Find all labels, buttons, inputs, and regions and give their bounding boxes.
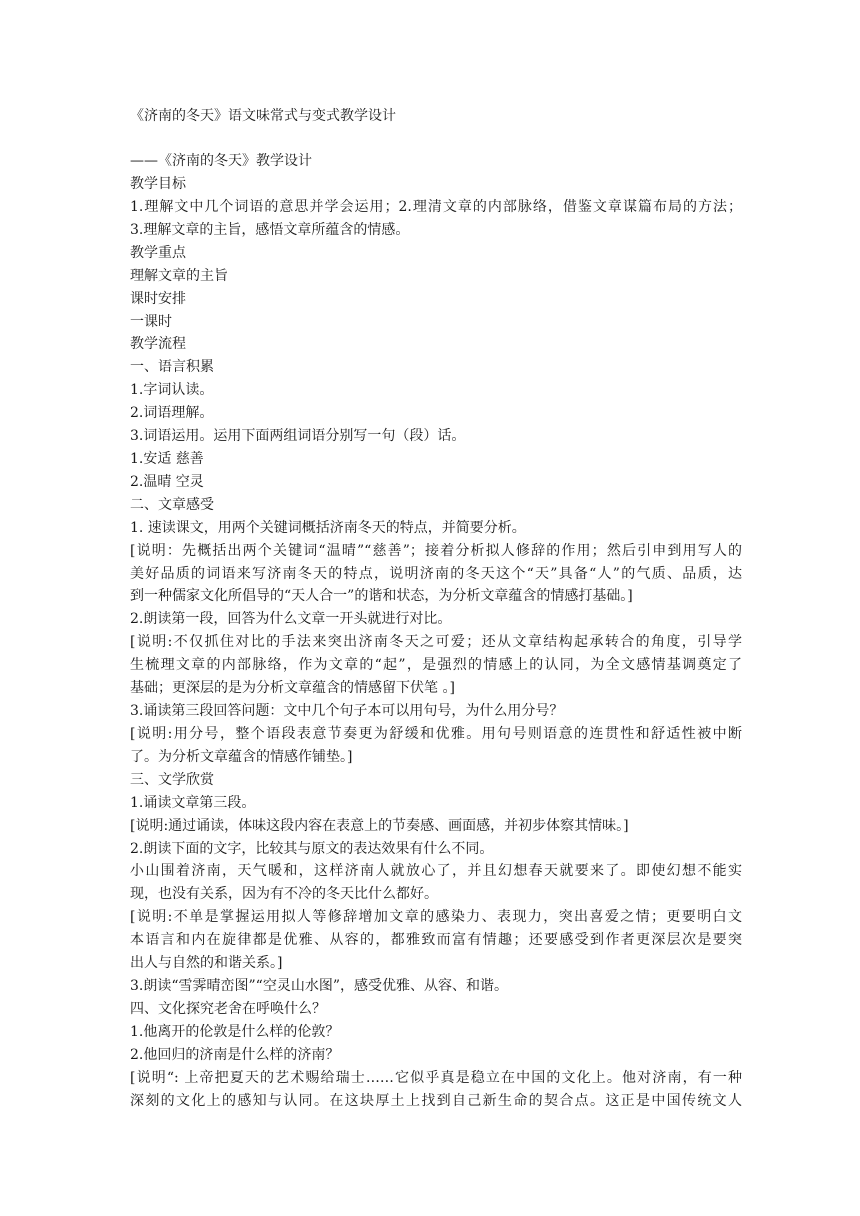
heading-process: 教学流程 bbox=[130, 336, 186, 352]
paragraph-line: 了。为分析文章蕴含的情感作铺垫。] bbox=[130, 749, 353, 765]
section-heading: 二、文章感受 bbox=[130, 497, 214, 513]
paragraph-line: [说明:不仅抓住对比的手法来突出济南冬天之可爱；还从文章结构起承转合的角度，引导学 bbox=[130, 634, 742, 650]
paragraph-line: 理解文章的主旨 bbox=[130, 268, 228, 284]
paragraph-line: [说明“: 上帝把夏天的艺术赐给瑞士……它似乎真是稳立在中国的文化上。他对济南，有一种 bbox=[130, 1070, 742, 1086]
section-heading: 四、文化探究老舍在呼唤什么？ bbox=[130, 1001, 326, 1017]
section-heading: 一、语言积累 bbox=[130, 359, 214, 375]
heading-schedule: 课时安排 bbox=[130, 291, 186, 307]
paragraph-line: 1.他离开的伦敦是什么样的伦敦？ bbox=[130, 1024, 340, 1040]
paragraph-line: 本语言和内在旋律都是优雅、从容的，都雅致而富有情趣；还要感受到作者更深层次是要突 bbox=[130, 932, 742, 948]
paragraph-line: 一课时 bbox=[130, 314, 172, 330]
paragraph-line: 2.他回归的济南是什么样的济南？ bbox=[130, 1047, 340, 1063]
paragraph-line: 1.理解文中几个词语的意思并学会运用；2.理清文章的内部脉络，借鉴文章谋篇布局的方法； bbox=[130, 199, 742, 215]
paragraph-line: 2.朗读下面的文字，比较其与原文的表达效果有什么不同。 bbox=[130, 841, 494, 857]
paragraph-line: 2.词语理解。 bbox=[130, 405, 214, 421]
heading-objectives: 教学目标 bbox=[130, 176, 186, 192]
paragraph-line: 到一种儒家文化所倡导的“天人合一”的谐和状态，为分析文章蕴含的情感打基础。] bbox=[130, 588, 633, 604]
paragraph-line: 深刻的文化上的感知与认同。在这块厚土上找到自己新生命的契合点。这正是中国传统文人 bbox=[130, 1093, 742, 1109]
heading-key-point: 教学重点 bbox=[130, 245, 186, 261]
paragraph-line: 3.朗读“雪霁晴峦图”“空灵山水图”，感受优雅、从容、和谐。 bbox=[130, 978, 508, 994]
paragraph-line: 3.理解文章的主旨，感悟文章所蕴含的情感。 bbox=[130, 222, 410, 238]
paragraph-line: 美好品质的词语来写济南冬天的特点，说明济南的冬天这个“天”具备“人”的气质、品质，达 bbox=[130, 566, 742, 582]
document-title: 《济南的冬天》语文味常式与变式教学设计 bbox=[130, 108, 396, 124]
paragraph-line: 1. 速读课文，用两个关键词概括济南冬天的特点，并简要分析。 bbox=[130, 520, 526, 536]
paragraph-line: 1.诵读文章第三段。 bbox=[130, 795, 256, 811]
paragraph-line: 2.朗读第一段，回答为什么文章一开头就进行对比。 bbox=[130, 611, 452, 627]
paragraph-line: [说明:通过诵读，体味这段内容在表意上的节奏感、画面感，并初步体察其情味。] bbox=[130, 818, 629, 834]
paragraph-line: 1.安适 慈善 bbox=[130, 451, 204, 467]
paragraph-line: 生梳理文章的内部脉络，作为文章的“起”，是强烈的情感上的认同，为全文感情基调奠定了 bbox=[130, 657, 742, 673]
subtitle: ——《济南的冬天》教学设计 bbox=[130, 153, 312, 169]
paragraph-line: [说明：先概括出两个关键词“温晴”“慈善”；接着分析拟人修辞的作用；然后引申到用写人的 bbox=[130, 543, 742, 559]
paragraph-line: 小山围着济南，天气暖和，这样济南人就放心了，并且幻想春天就要来了。即使幻想不能实 bbox=[130, 863, 742, 879]
paragraph-line: 现，也没有关系，因为有不冷的冬天比什么都好。 bbox=[130, 886, 438, 902]
paragraph-line: 基础；更深层的是为分析文章蕴含的情感留下伏笔 。] bbox=[130, 680, 455, 696]
paragraph-line: 2.温晴 空灵 bbox=[130, 474, 204, 490]
paragraph-line: 3.词语运用。运用下面两组词语分别写一句（段）话。 bbox=[130, 428, 466, 444]
paragraph-line: [说明:用分号，整个语段表意节奏更为舒缓和优雅。用句号则语意的连贯性和舒适性被中断 bbox=[130, 726, 742, 742]
paragraph-line: 出人与自然的和谐关系。] bbox=[130, 955, 283, 971]
paragraph-line: [说明:不单是掌握运用拟人等修辞增加文章的感染力、表现力，突出喜爱之情；更要明白文 bbox=[130, 909, 742, 925]
section-heading: 三、文学欣赏 bbox=[130, 772, 214, 788]
paragraph-line: 3.诵读第三段回答问题：文中几个句子本可以用句号，为什么用分号？ bbox=[130, 703, 564, 719]
paragraph-line: 1.字词认读。 bbox=[130, 382, 214, 398]
